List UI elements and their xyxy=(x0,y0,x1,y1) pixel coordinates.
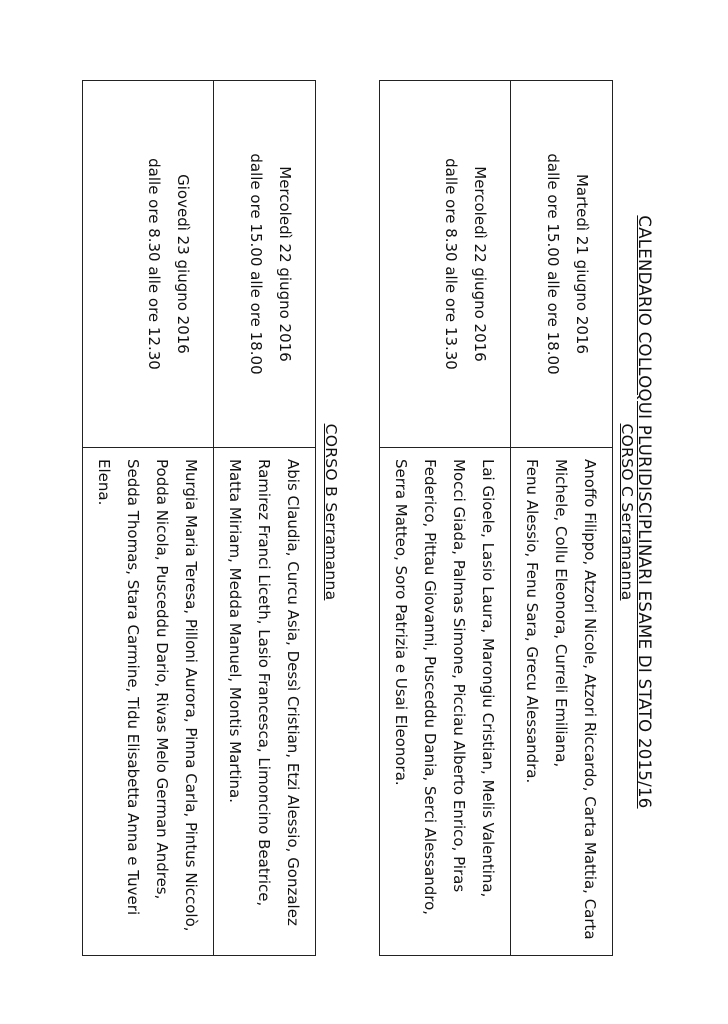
exam-time: dalle ore 8.30 alle ore 13.30 xyxy=(442,158,460,370)
students-cell xyxy=(83,448,214,956)
student-list: Fenu Alessio, Fenu Sara, Grecu Alessandra. xyxy=(523,459,541,784)
exam-date: Giovedì 23 giugno 2016 xyxy=(174,174,192,354)
schedule-table-corso-b xyxy=(82,80,316,956)
students-cell xyxy=(511,448,613,956)
date-cell xyxy=(380,81,511,448)
student-list: Murgia Maria Teresa, Pilloni Aurora, Pinna Carla, Pintus Niccolò, Podda Nicola, Pusceddu Dario, Rivas Melo German Andres, Sedda Thomas, Stara Carmine, Tidu Elisabetta Anna e Tuveri Elena. xyxy=(95,459,200,932)
exam-time: dalle ore 15.00 alle ore 18.00 xyxy=(247,153,265,375)
section-heading-corso-b: CORSO B Serramanna xyxy=(322,423,340,601)
exam-date: Mercoledì 22 giugno 2016 xyxy=(276,166,294,362)
table-row xyxy=(511,81,613,956)
students-cell xyxy=(380,448,511,956)
section-heading-corso-c: CORSO C Serramanna xyxy=(618,423,636,601)
exam-date: Mercoledì 22 giugno 2016 xyxy=(471,166,489,362)
exam-date: Martedì 21 giugno 2016 xyxy=(573,173,591,355)
page-title: CALENDARIO COLLOQUI PLURIDISCIPLINARI ESAME DI STATO 2015/16 xyxy=(635,215,654,809)
student-list: Abis Claudia, Curcu Asia, Dessì Cristian, Etzi Alessio, Gonzalez Ramirez Franci Liceth, Lasio Francesca, Limoncino Beatrice, Matta Miriam, Medda Manuel, Montis Martina. xyxy=(226,459,302,926)
students-cell xyxy=(214,448,316,956)
table-row xyxy=(214,81,316,956)
student-list: Anoffo Filippo, Atzori Nicole, Atzori Riccardo, Carta Mattia, Carta Michele, Collu Eleonora, Curreli Emiliana, xyxy=(552,459,599,940)
table-row xyxy=(380,81,511,956)
date-cell xyxy=(214,81,316,448)
schedule-table-corso-c xyxy=(379,80,613,956)
student-list: Lai Gioele, Lasio Laura, Marongiu Cristian, Melis Valentina, Mocci Giada, Palmas Simone, Picciau Alberto Enrico, Piras Federico, Pittau Giovanni, Pusceddu Dania, Serci Alessandro, Serra Matteo, Soro Patrizia e Usai Eleonora. xyxy=(392,459,497,916)
date-cell xyxy=(83,81,214,448)
exam-time: dalle ore 8.30 alle ore 12.30 xyxy=(145,158,163,370)
table-row xyxy=(83,81,214,956)
exam-time: dalle ore 15.00 alle ore 18.00 xyxy=(544,153,562,375)
date-cell xyxy=(511,81,613,448)
